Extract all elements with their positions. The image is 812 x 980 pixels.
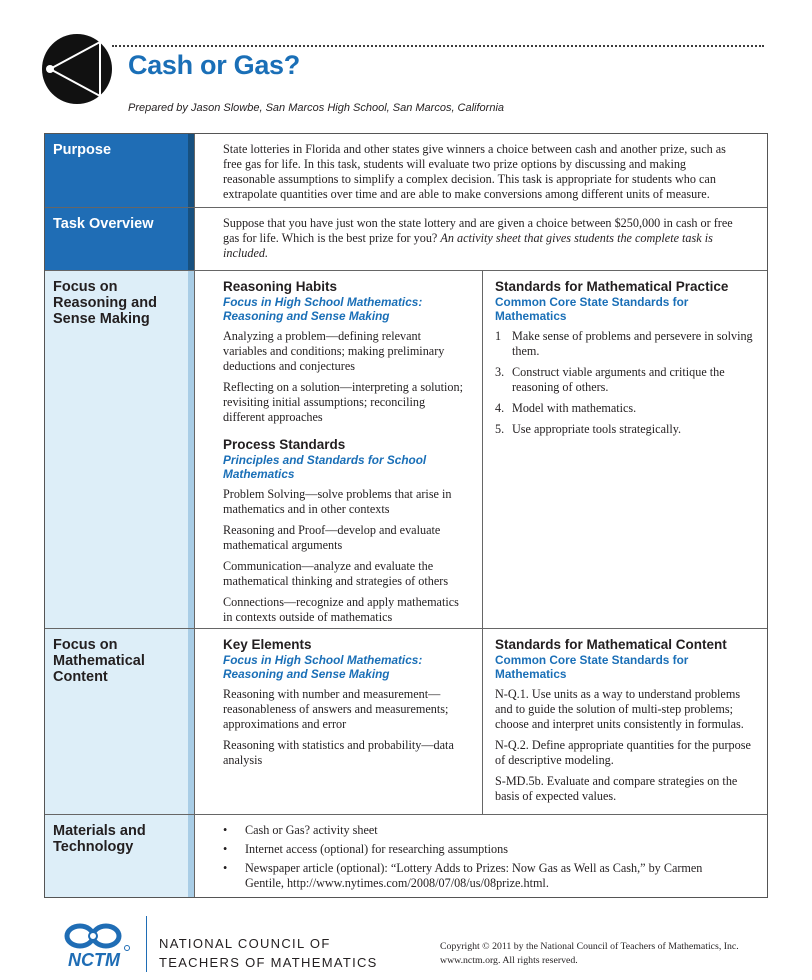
process-item: Problem Solving—solve problems that arise in mathematics and in other contexts (223, 487, 452, 516)
practice-text: Make sense of problems and persevere in solving them. (512, 329, 753, 358)
purpose-row (45, 134, 767, 208)
content-standards-heading: Standards for Mathematical Content (495, 637, 727, 652)
task-overview-content (195, 208, 767, 270)
material-text: Cash or Gas? activity sheet (245, 823, 378, 837)
reasoning-habits-source: Focus in High School Mathematics: Reasoning and Sense Making (223, 295, 423, 323)
key-element-item: Reasoning with number and measurement—reasonableness of answers and measurements; approximations and error (223, 687, 449, 731)
practice-number: 4. (495, 401, 505, 415)
content-label: Focus on Mathematical Content (45, 629, 195, 814)
habit-item: Analyzing a problem—defining relevant variables and conditions; making preliminary deductions and conjectures (223, 329, 445, 373)
process-item: Reasoning and Proof—develop and evaluate mathematical arguments (223, 523, 441, 552)
content-standard-item: N-Q.1. Use units as a way to understand problems and to guide the solution of multi-step problems; choose and interpret units consistently in formulas. (495, 687, 744, 731)
purpose-label: Purpose (45, 134, 195, 207)
nctm-org-name (159, 934, 378, 972)
practice-item (495, 401, 753, 416)
content-standard-item: S-MD.5b. Evaluate and compare strategies on the basis of expected values. (495, 774, 738, 803)
reasoning-habits-heading: Reasoning Habits (223, 279, 338, 294)
org-line-1: NATIONAL COUNCIL OF (159, 936, 331, 951)
task-logo-icon (38, 28, 120, 110)
process-standards-heading: Process Standards (223, 437, 346, 452)
bullet-icon: • (223, 861, 228, 875)
practice-text: Use appropriate tools strategically. (512, 422, 682, 436)
task-overview-note: An activity sheet that gives students the complete task is included. (223, 231, 713, 260)
material-text: Newspaper article (optional): “Lottery Adds to Prizes: Now Gas as Well as Cash,” by Carmen Gentile, http://www.nytimes.com/2008/07/08/us/08prize.html. (245, 861, 703, 890)
practice-number: 3. (495, 365, 505, 379)
copyright-block (440, 940, 739, 968)
nctm-logo (54, 918, 134, 972)
key-element-item: Reasoning with statistics and probability—data analysis (223, 738, 454, 767)
practice-text: Construct viable arguments and critique the reasoning of others. (512, 365, 725, 394)
practice-number: 5. (495, 422, 505, 436)
footer-divider (146, 916, 147, 972)
content-right-col (483, 629, 767, 814)
practice-number: 1 (495, 329, 502, 343)
practice-item (495, 422, 753, 437)
habit-item: Reflecting on a solution—interpreting a solution; revisiting initial assumptions; reconciling different approaches (223, 380, 463, 424)
key-elements-heading: Key Elements (223, 637, 312, 652)
content-row (45, 629, 767, 815)
materials-list (195, 815, 767, 897)
reasoning-row (45, 271, 767, 629)
materials-label: Materials and Technology (45, 815, 195, 897)
material-item (221, 842, 739, 857)
practice-item (495, 365, 753, 395)
practice-text: Model with mathematics. (512, 401, 637, 415)
bullet-icon: • (223, 842, 228, 856)
key-elements-source: Focus in High School Mathematics: Reasoning and Sense Making (223, 653, 423, 681)
reasoning-right-col (483, 271, 767, 628)
org-line-2: TEACHERS OF MATHEMATICS (159, 955, 378, 970)
reasoning-label: Focus on Reasoning and Sense Making (45, 271, 195, 628)
task-table (44, 133, 768, 898)
reasoning-left-col (195, 271, 483, 628)
material-item (221, 823, 739, 838)
practice-heading: Standards for Mathematical Practice (495, 279, 729, 294)
material-item (221, 861, 739, 891)
task-overview-row (45, 208, 767, 271)
content-standards-source: Common Core State Standards for Mathematics (495, 653, 689, 681)
process-item: Communication—analyze and evaluate the mathematical thinking and strategies of others (223, 559, 449, 588)
materials-row (45, 815, 767, 897)
content-standard-item: N-Q.2. Define appropriate quantities for the purpose of descriptive modeling. (495, 738, 751, 767)
practice-item (495, 329, 753, 359)
material-text: Internet access (optional) for researching assumptions (245, 842, 508, 856)
practice-source: Common Core State Standards for Mathematics (495, 295, 689, 323)
bullet-icon: • (223, 823, 228, 837)
nctm-logo-text: NCTM (68, 950, 120, 970)
copyright-text: Copyright © 2011 by the National Council of Teachers of Mathematics, Inc. (440, 941, 739, 952)
header-rule (112, 45, 764, 47)
practice-list (495, 329, 753, 437)
purpose-text: State lotteries in Florida and other states give winners a choice between cash and another prize, such as free gas for life. In this task, students will evaluate two prize options by discussing and making reasonable assumptions to simplify a complex decision. This task is appropriate for students who can extrapolate quantities over time and are able to make conversions among different units of measure. (223, 142, 726, 201)
process-standards-source: Principles and Standards for School Mathematics (223, 453, 427, 481)
process-item: Connections—recognize and apply mathematics in contexts outside of mathematics (223, 595, 459, 624)
task-overview-label: Task Overview (45, 208, 195, 270)
content-left-col (195, 629, 483, 814)
task-overview-text: Suppose that you have just won the state lottery and are given a choice between $250,000 in cash or free gas for life. Which is the best prize for you? (223, 216, 733, 245)
prepared-by: Prepared by Jason Slowbe, San Marcos High School, San Marcos, California (128, 102, 505, 114)
page-title: Cash or Gas? (128, 50, 300, 80)
rights-text: www.nctm.org. All rights reserved. (440, 955, 578, 966)
